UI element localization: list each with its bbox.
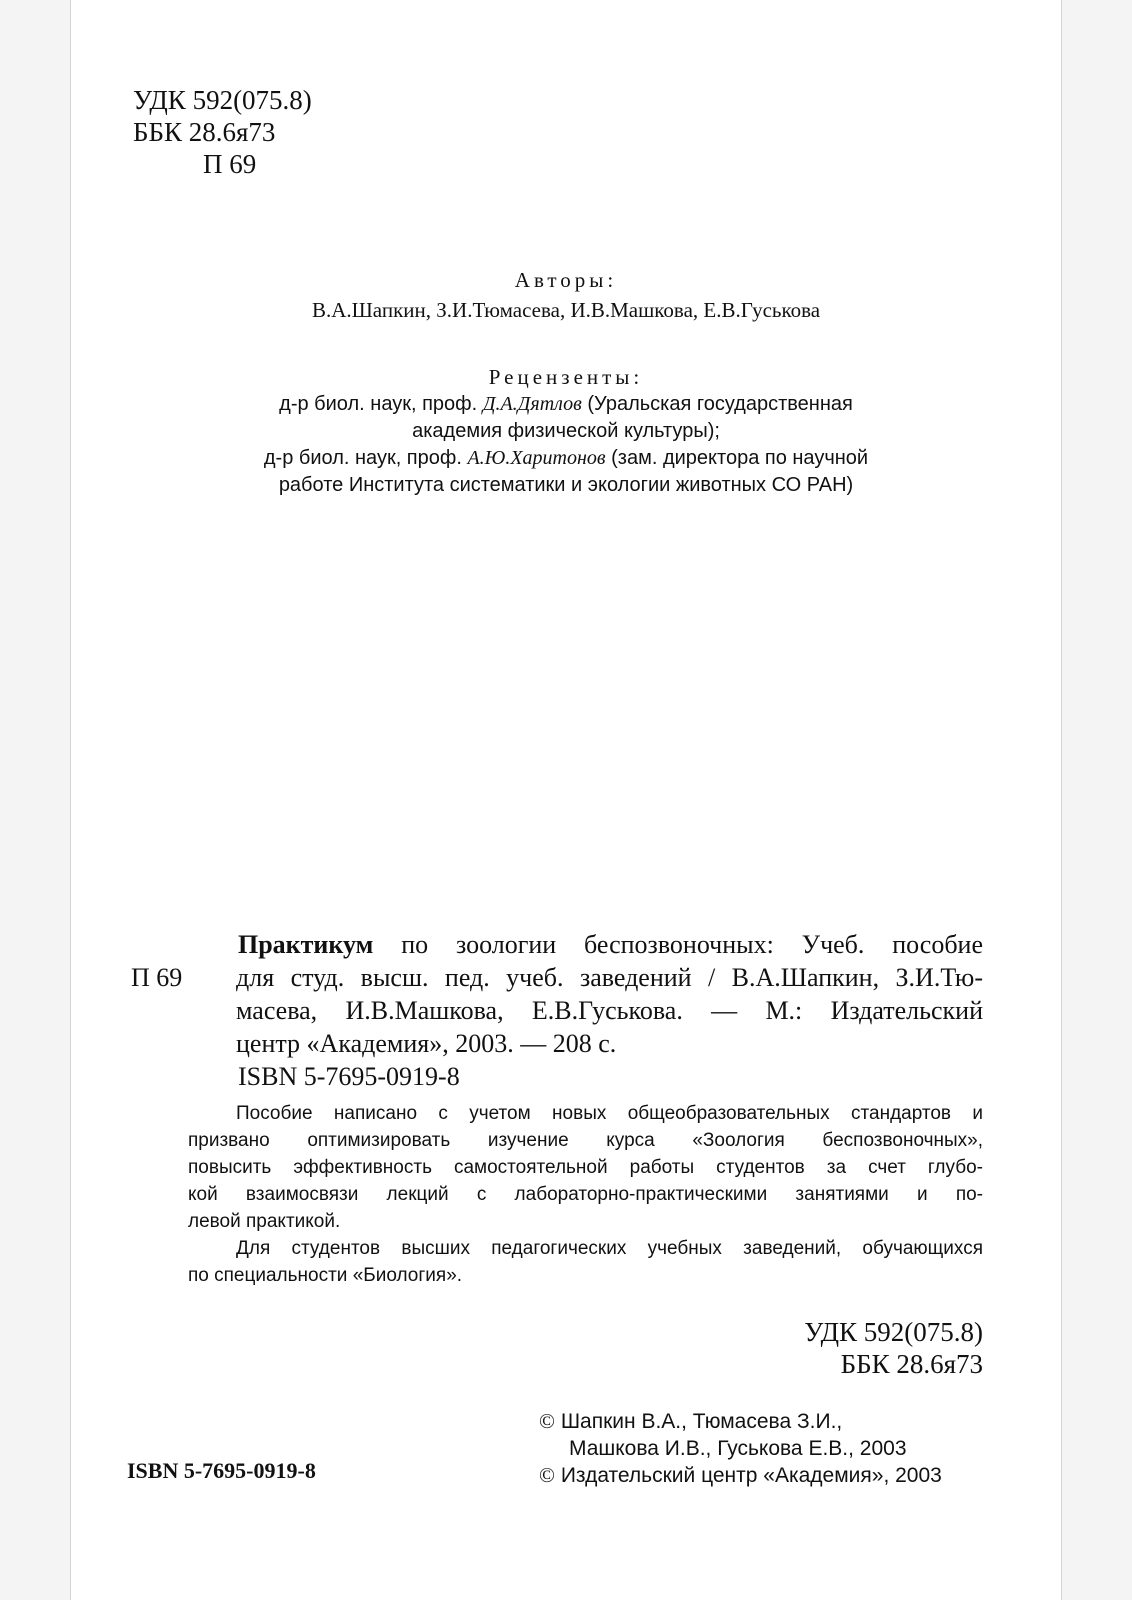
copyright-publisher: © Издательский центр «Академия», 2003 (539, 1463, 942, 1487)
annotation-p1-line-2: призвано оптимизировать изучение курса «Зоология беспозвоночных», (188, 1130, 983, 1151)
biblio-line-2-wrap (131, 961, 983, 994)
reviewer-1-degree: д-р биол. наук, проф. (279, 393, 478, 415)
reviewer-2-affiliation: (зам. директора по научной (611, 447, 869, 469)
reviewer-1-line-2: академия физической культуры); (412, 420, 720, 442)
classification-bottom (804, 1316, 983, 1380)
authors-block (71, 265, 1061, 325)
classification-block (133, 84, 312, 180)
annotation-p1-line-1: Пособие написано с учетом новых общеобразовательных стандартов и (236, 1103, 983, 1124)
biblio-line-4: центр «Академия», 2003. — 208 с. (236, 1029, 617, 1058)
annotation-p1-line-3: повысить эффективность самостоятельной работы студентов за счет глубо- (188, 1157, 983, 1178)
biblio-line-1: Практикум по зоологии беспозвоночных: Учеб. пособие (238, 930, 984, 959)
reviewer-2-degree: д-р биол. наук, проф. (263, 447, 462, 469)
copyright-symbol: © (539, 1463, 555, 1487)
copyright-symbol: © (539, 1409, 555, 1433)
annotation-p1-line-4: кой взаимосвязи лекций с лабораторно-практическими занятиями и по- (188, 1184, 983, 1205)
bbk-code-bottom: ББК 28.6я73 (840, 1349, 983, 1379)
annotation-p2-line-1: Для студентов высших педагогических учебных заведений, обучающихся (236, 1238, 983, 1259)
annotation-p1-line-5: левой практикой. (188, 1211, 341, 1232)
udk-code-bottom: УДК 592(075.8) (804, 1317, 983, 1347)
udk-code: УДК 592(075.8) (133, 85, 312, 115)
document-page (70, 0, 1062, 1600)
bbk-code: ББК 28.6я73 (133, 117, 276, 147)
author-mark: П 69 (203, 149, 257, 179)
biblio-line-2: для студ. высш. пед. учеб. заведений / В.А.Шапкин, З.И.Тю- (236, 963, 983, 992)
annotation (188, 1100, 983, 1289)
reviewer-1-line-1 (71, 391, 1061, 418)
authors-heading: Авторы: (514, 268, 618, 292)
biblio-line-3: масева, И.В.Машкова, Е.В.Гуськова. — М.: Издательский (236, 996, 983, 1025)
isbn-bottom: ISBN 5-7695-0919-8 (127, 1458, 316, 1483)
biblio-isbn: ISBN 5-7695-0919-8 (238, 1062, 460, 1091)
biblio-author-mark: П 69 (131, 963, 183, 992)
annotation-p2-line-2: по специальности «Биология». (188, 1265, 463, 1286)
reviewers-heading: Рецензенты: (488, 365, 644, 389)
reviewers-block (71, 364, 1061, 499)
reviewer-2-name: А.Ю.Харитонов (467, 447, 606, 469)
book-title: Практикум (238, 930, 374, 959)
authors-names: В.А.Шапкин, З.И.Тюмасева, И.В.Машкова, Е.В.Гуськова (311, 298, 821, 322)
copyright-block (539, 1408, 942, 1489)
bibliographic-record (131, 928, 983, 1093)
reviewer-1-name: Д.А.Дятлов (482, 393, 582, 415)
copyright-authors: © Шапкин В.А., Тюмасева З.И., (539, 1409, 843, 1433)
reviewer-2-line-1 (71, 445, 1061, 472)
copyright-authors-line-2: Машкова И.В., Гуськова Е.В., 2003 (569, 1437, 907, 1460)
reviewer-2-line-2: работе Института систематики и экологии животных СО РАН) (278, 474, 854, 496)
reviewer-1-affiliation: (Уральская государственная (587, 393, 853, 415)
